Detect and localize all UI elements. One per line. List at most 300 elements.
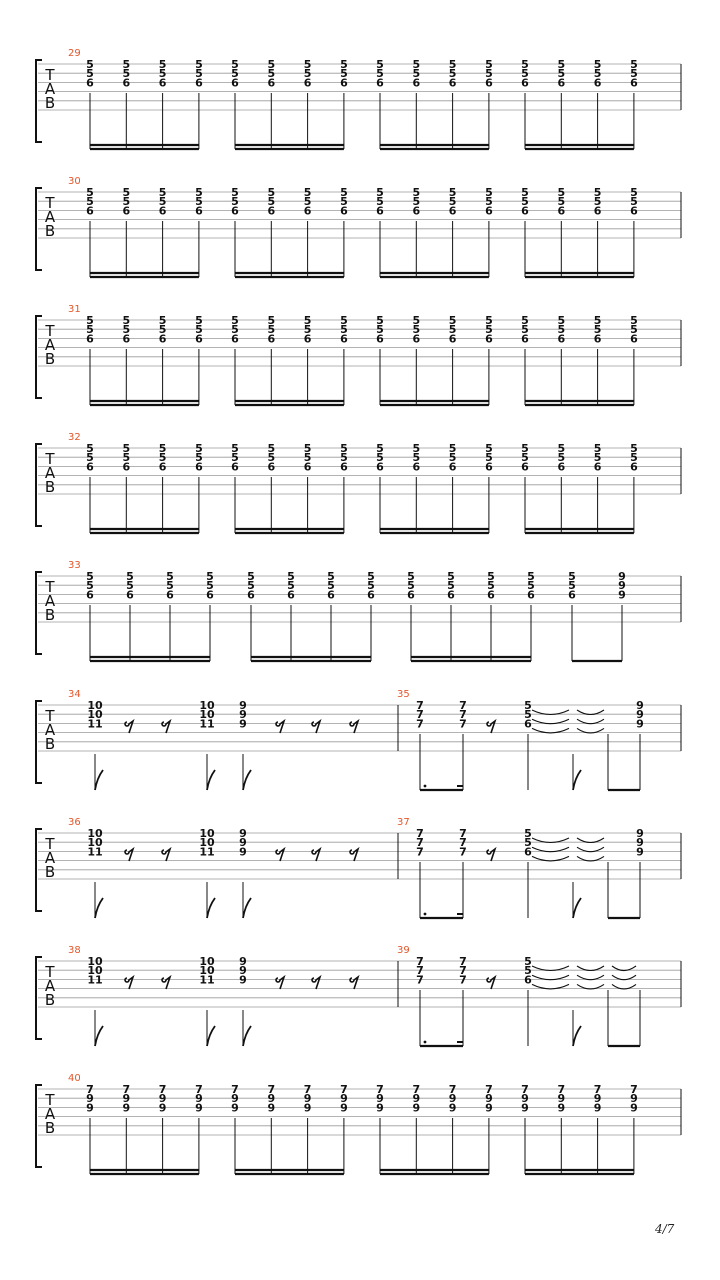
fret-number: 10 bbox=[199, 836, 215, 850]
tab-clef bbox=[44, 322, 55, 368]
fret-number: 5 bbox=[126, 579, 134, 593]
fret-number: 6 bbox=[524, 845, 532, 859]
fret-number: 6 bbox=[485, 460, 493, 474]
fret-number: 5 bbox=[524, 699, 532, 712]
fret-number: 9 bbox=[630, 1101, 638, 1115]
fret-number: 6 bbox=[231, 204, 239, 218]
fret-number: 10 bbox=[87, 699, 103, 712]
note-flag bbox=[573, 1026, 581, 1046]
fret-number: 5 bbox=[593, 186, 602, 199]
fret-number: 5 bbox=[521, 314, 529, 327]
fret-number: 5 bbox=[287, 570, 295, 583]
fret-number: 11 bbox=[199, 717, 215, 731]
fret-number: 6 bbox=[376, 332, 384, 346]
fret-number: 7 bbox=[459, 964, 467, 978]
fret-number: 5 bbox=[126, 570, 134, 583]
fret-number: 5 bbox=[122, 314, 131, 327]
fret-number: 5 bbox=[340, 442, 348, 455]
fret-number: 5 bbox=[630, 451, 638, 465]
fret-number: 9 bbox=[267, 1092, 276, 1106]
fret-number: 9 bbox=[376, 1092, 384, 1106]
fret-number: 7 bbox=[195, 1083, 203, 1096]
fret-number: 5 bbox=[122, 186, 131, 199]
fret-number: 5 bbox=[86, 58, 94, 71]
fret-number: 5 bbox=[412, 323, 421, 337]
fret-number: 5 bbox=[448, 323, 457, 337]
fret-number: 5 bbox=[630, 67, 638, 81]
fret-number: 5 bbox=[376, 451, 384, 465]
fret-number: 6 bbox=[568, 588, 576, 602]
fret-number: 9 bbox=[239, 973, 247, 987]
fret-number: 5 bbox=[630, 186, 638, 199]
fret-number: 9 bbox=[86, 1092, 94, 1106]
fret-number: 6 bbox=[303, 332, 312, 346]
fret-number: 6 bbox=[303, 204, 312, 218]
tab-clef bbox=[44, 66, 55, 112]
fret-number: 9 bbox=[267, 1101, 276, 1115]
fret-number: 6 bbox=[86, 204, 94, 218]
fret-number: 5 bbox=[247, 579, 255, 593]
tab-clef bbox=[44, 578, 55, 624]
fret-number: 5 bbox=[287, 579, 295, 593]
tab-clef-a: A bbox=[44, 849, 56, 867]
measure-number: 36 bbox=[68, 817, 81, 828]
fret-number: 6 bbox=[524, 717, 532, 731]
fret-number: 6 bbox=[166, 588, 174, 602]
eighth-rest bbox=[162, 849, 170, 861]
fret-number: 6 bbox=[557, 204, 566, 218]
fret-number: 6 bbox=[206, 588, 214, 602]
tab-system bbox=[36, 817, 681, 918]
fret-number: 5 bbox=[412, 451, 421, 465]
fret-number: 6 bbox=[485, 204, 493, 218]
fret-number: 5 bbox=[593, 451, 602, 465]
fret-number: 5 bbox=[557, 58, 566, 71]
fret-number: 6 bbox=[521, 460, 529, 474]
fret-number: 6 bbox=[448, 204, 457, 218]
fret-number: 11 bbox=[87, 717, 103, 731]
fret-number: 9 bbox=[618, 570, 626, 583]
fret-number: 5 bbox=[267, 58, 276, 71]
fret-number: 9 bbox=[340, 1101, 348, 1115]
fret-number: 6 bbox=[267, 76, 276, 90]
eighth-rest bbox=[125, 977, 133, 989]
tab-clef-b: B bbox=[44, 606, 56, 624]
eighth-rest bbox=[350, 977, 358, 989]
fret-number: 9 bbox=[412, 1101, 421, 1115]
fret-number: 9 bbox=[86, 1101, 94, 1115]
fret-number: 5 bbox=[86, 67, 94, 81]
fret-number: 5 bbox=[340, 186, 348, 199]
fret-number: 5 bbox=[485, 451, 493, 465]
tab-clef-b: B bbox=[44, 478, 56, 496]
fret-number: 5 bbox=[485, 58, 493, 71]
fret-number: 7 bbox=[521, 1083, 529, 1096]
fret-number: 6 bbox=[376, 204, 384, 218]
fret-number: 9 bbox=[557, 1101, 566, 1115]
tab-system bbox=[36, 304, 681, 405]
fret-number: 6 bbox=[521, 332, 529, 346]
fret-number: 6 bbox=[340, 460, 348, 474]
fret-number: 6 bbox=[231, 76, 239, 90]
fret-number: 6 bbox=[231, 332, 239, 346]
fret-number: 5 bbox=[630, 58, 638, 71]
fret-number: 5 bbox=[448, 314, 457, 327]
fret-number: 5 bbox=[593, 58, 602, 71]
measure-number: 38 bbox=[68, 945, 81, 956]
fret-number: 7 bbox=[593, 1083, 602, 1096]
fret-number: 7 bbox=[416, 836, 424, 850]
fret-number: 5 bbox=[86, 323, 94, 337]
fret-number: 5 bbox=[86, 195, 94, 209]
fret-number: 6 bbox=[593, 332, 602, 346]
fret-number: 9 bbox=[122, 1092, 131, 1106]
fret-number: 9 bbox=[448, 1092, 457, 1106]
note-flag bbox=[207, 770, 215, 790]
fret-number: 6 bbox=[86, 460, 94, 474]
fret-number: 9 bbox=[122, 1101, 131, 1115]
tab-clef-b: B bbox=[44, 222, 56, 240]
fret-number: 5 bbox=[86, 314, 94, 327]
fret-number: 5 bbox=[521, 323, 529, 337]
fret-number: 9 bbox=[593, 1092, 602, 1106]
fret-number: 5 bbox=[267, 451, 276, 465]
measure-number: 39 bbox=[397, 945, 410, 956]
fret-number: 6 bbox=[412, 76, 421, 90]
augmentation-dot bbox=[424, 785, 427, 788]
tab-clef-a: A bbox=[44, 977, 56, 995]
fret-number: 5 bbox=[340, 195, 348, 209]
fret-number: 5 bbox=[303, 195, 312, 209]
fret-number: 6 bbox=[376, 460, 384, 474]
tab-clef-a: A bbox=[44, 208, 56, 226]
fret-number: 5 bbox=[593, 314, 602, 327]
fret-number: 6 bbox=[86, 332, 94, 346]
fret-number: 9 bbox=[239, 955, 247, 968]
tab-clef-t: T bbox=[45, 450, 55, 468]
fret-number: 5 bbox=[412, 195, 421, 209]
note-flag bbox=[243, 770, 251, 790]
fret-number: 5 bbox=[195, 67, 203, 81]
fret-number: 6 bbox=[126, 588, 134, 602]
fret-number: 6 bbox=[557, 76, 566, 90]
tab-system bbox=[36, 48, 681, 149]
fret-number: 5 bbox=[86, 451, 94, 465]
fret-number: 5 bbox=[247, 570, 255, 583]
fret-number: 7 bbox=[412, 1083, 421, 1096]
fret-number: 9 bbox=[593, 1101, 602, 1115]
fret-number: 5 bbox=[231, 323, 239, 337]
fret-number: 5 bbox=[485, 323, 493, 337]
fret-number: 5 bbox=[122, 195, 131, 209]
fret-number: 5 bbox=[557, 195, 566, 209]
fret-number: 5 bbox=[303, 314, 312, 327]
fret-number: 6 bbox=[122, 332, 131, 346]
fret-number: 6 bbox=[407, 588, 415, 602]
fret-number: 7 bbox=[459, 845, 467, 859]
fret-number: 5 bbox=[485, 195, 493, 209]
fret-number: 5 bbox=[166, 570, 174, 583]
fret-number: 5 bbox=[521, 186, 529, 199]
fret-number: 9 bbox=[618, 579, 626, 593]
eighth-rest bbox=[487, 977, 495, 989]
fret-number: 6 bbox=[412, 460, 421, 474]
fret-number: 6 bbox=[86, 588, 94, 602]
fret-number: 5 bbox=[521, 451, 529, 465]
fret-number: 6 bbox=[158, 332, 167, 346]
fret-number: 5 bbox=[412, 442, 421, 455]
fret-number: 5 bbox=[521, 442, 529, 455]
fret-number: 5 bbox=[485, 67, 493, 81]
fret-number: 7 bbox=[557, 1083, 566, 1096]
fret-number: 5 bbox=[158, 451, 167, 465]
fret-number: 5 bbox=[527, 579, 535, 593]
fret-number: 5 bbox=[267, 186, 276, 199]
fret-number: 5 bbox=[158, 58, 167, 71]
fret-number: 5 bbox=[524, 708, 532, 722]
fret-number: 6 bbox=[340, 332, 348, 346]
fret-number: 6 bbox=[303, 76, 312, 90]
fret-number: 5 bbox=[412, 67, 421, 81]
fret-number: 5 bbox=[447, 570, 455, 583]
fret-number: 5 bbox=[195, 451, 203, 465]
fret-number: 5 bbox=[376, 186, 384, 199]
fret-number: 10 bbox=[199, 708, 215, 722]
fret-number: 6 bbox=[287, 588, 295, 602]
fret-number: 5 bbox=[376, 195, 384, 209]
fret-number: 5 bbox=[448, 195, 457, 209]
fret-number: 6 bbox=[521, 204, 529, 218]
fret-number: 10 bbox=[87, 708, 103, 722]
fret-number: 6 bbox=[158, 204, 167, 218]
fret-number: 9 bbox=[231, 1101, 239, 1115]
note-flag bbox=[243, 1026, 251, 1046]
fret-number: 5 bbox=[86, 579, 94, 593]
fret-number: 6 bbox=[557, 460, 566, 474]
fret-number: 5 bbox=[340, 451, 348, 465]
fret-number: 6 bbox=[247, 588, 255, 602]
fret-number: 5 bbox=[231, 314, 239, 327]
fret-number: 5 bbox=[303, 67, 312, 81]
fret-number: 5 bbox=[524, 955, 532, 968]
tab-clef-a: A bbox=[44, 336, 56, 354]
fret-number: 9 bbox=[636, 717, 644, 731]
fret-number: 9 bbox=[636, 827, 644, 840]
eighth-rest bbox=[162, 721, 170, 733]
fret-number: 6 bbox=[267, 460, 276, 474]
fret-number: 5 bbox=[448, 67, 457, 81]
tab-clef-t: T bbox=[45, 835, 55, 853]
fret-number: 5 bbox=[447, 579, 455, 593]
tab-system bbox=[36, 945, 681, 1046]
fret-number: 6 bbox=[593, 204, 602, 218]
measure-number: 32 bbox=[68, 432, 81, 443]
fret-number: 5 bbox=[367, 579, 375, 593]
fret-number: 5 bbox=[158, 442, 167, 455]
note-flag bbox=[207, 898, 215, 918]
fret-number: 5 bbox=[487, 570, 495, 583]
fret-number: 5 bbox=[485, 314, 493, 327]
fret-number: 6 bbox=[593, 76, 602, 90]
fret-number: 5 bbox=[195, 314, 203, 327]
fret-number: 7 bbox=[158, 1083, 167, 1096]
tab-clef bbox=[44, 194, 55, 240]
measure-number: 33 bbox=[68, 560, 81, 571]
measure-number: 40 bbox=[68, 1073, 81, 1084]
fret-number: 6 bbox=[367, 588, 375, 602]
fret-number: 5 bbox=[485, 186, 493, 199]
fret-number: 5 bbox=[557, 67, 566, 81]
fret-number: 5 bbox=[231, 67, 239, 81]
fret-number: 5 bbox=[630, 442, 638, 455]
fret-number: 9 bbox=[485, 1101, 493, 1115]
fret-number: 7 bbox=[416, 699, 424, 712]
tab-clef-b: B bbox=[44, 991, 56, 1009]
fret-number: 5 bbox=[327, 579, 335, 593]
fret-number: 5 bbox=[407, 570, 415, 583]
fret-number: 9 bbox=[239, 708, 247, 722]
fret-number: 7 bbox=[86, 1083, 94, 1096]
fret-number: 9 bbox=[412, 1092, 421, 1106]
fret-number: 7 bbox=[459, 973, 467, 987]
fret-number: 5 bbox=[557, 442, 566, 455]
fret-number: 6 bbox=[524, 973, 532, 987]
fret-number: 5 bbox=[86, 570, 94, 583]
fret-number: 9 bbox=[158, 1101, 167, 1115]
fret-number: 9 bbox=[239, 836, 247, 850]
fret-number: 5 bbox=[630, 195, 638, 209]
fret-number: 5 bbox=[158, 323, 167, 337]
fret-number: 5 bbox=[122, 323, 131, 337]
fret-number: 5 bbox=[593, 195, 602, 209]
fret-number: 9 bbox=[557, 1092, 566, 1106]
tab-system bbox=[36, 176, 681, 277]
fret-number: 6 bbox=[376, 76, 384, 90]
fret-number: 5 bbox=[303, 58, 312, 71]
eighth-rest bbox=[350, 721, 358, 733]
tab-clef-t: T bbox=[45, 322, 55, 340]
tab-clef-a: A bbox=[44, 464, 56, 482]
fret-number: 5 bbox=[448, 451, 457, 465]
fret-number: 9 bbox=[195, 1092, 203, 1106]
fret-number: 5 bbox=[524, 827, 532, 840]
fret-number: 9 bbox=[521, 1101, 529, 1115]
tab-clef-b: B bbox=[44, 735, 56, 753]
fret-number: 9 bbox=[303, 1092, 312, 1106]
fret-number: 5 bbox=[487, 579, 495, 593]
fret-number: 11 bbox=[199, 845, 215, 859]
eighth-rest bbox=[162, 977, 170, 989]
note-flag bbox=[207, 1026, 215, 1046]
tab-clef-b: B bbox=[44, 350, 56, 368]
fret-number: 5 bbox=[195, 186, 203, 199]
tab-clef bbox=[44, 835, 55, 881]
fret-number: 9 bbox=[231, 1092, 239, 1106]
fret-number: 6 bbox=[630, 76, 638, 90]
eighth-rest bbox=[276, 977, 284, 989]
fret-number: 5 bbox=[527, 570, 535, 583]
fret-number: 9 bbox=[376, 1101, 384, 1115]
fret-number: 7 bbox=[416, 964, 424, 978]
fret-number: 5 bbox=[340, 314, 348, 327]
fret-number: 5 bbox=[166, 579, 174, 593]
tab-clef-b: B bbox=[44, 1119, 56, 1137]
fret-number: 6 bbox=[557, 332, 566, 346]
fret-number: 5 bbox=[195, 58, 203, 71]
fret-number: 5 bbox=[485, 442, 493, 455]
fret-number: 7 bbox=[416, 845, 424, 859]
tab-clef-t: T bbox=[45, 963, 55, 981]
tab-clef-b: B bbox=[44, 94, 56, 112]
fret-number: 5 bbox=[303, 186, 312, 199]
fret-number: 9 bbox=[630, 1092, 638, 1106]
tab-clef-t: T bbox=[45, 707, 55, 725]
fret-number: 6 bbox=[340, 204, 348, 218]
tab-clef-t: T bbox=[45, 578, 55, 596]
fret-number: 9 bbox=[239, 964, 247, 978]
fret-number: 5 bbox=[340, 323, 348, 337]
note-flag bbox=[573, 898, 581, 918]
fret-number: 5 bbox=[267, 442, 276, 455]
fret-number: 6 bbox=[448, 460, 457, 474]
fret-number: 5 bbox=[593, 442, 602, 455]
fret-number: 5 bbox=[340, 67, 348, 81]
fret-number: 7 bbox=[416, 973, 424, 987]
fret-number: 7 bbox=[459, 955, 467, 968]
fret-number: 6 bbox=[267, 204, 276, 218]
fret-number: 5 bbox=[521, 195, 529, 209]
fret-number: 5 bbox=[593, 67, 602, 81]
eighth-rest bbox=[487, 849, 495, 861]
fret-number: 9 bbox=[158, 1092, 167, 1106]
fret-number: 9 bbox=[485, 1092, 493, 1106]
fret-number: 5 bbox=[376, 323, 384, 337]
fret-number: 5 bbox=[158, 67, 167, 81]
fret-number: 10 bbox=[199, 964, 215, 978]
fret-number: 5 bbox=[630, 314, 638, 327]
fret-number: 5 bbox=[630, 323, 638, 337]
tab-clef bbox=[44, 450, 55, 496]
fret-number: 6 bbox=[485, 332, 493, 346]
fret-number: 5 bbox=[521, 58, 529, 71]
note-flag bbox=[95, 770, 103, 790]
fret-number: 7 bbox=[416, 955, 424, 968]
eighth-rest bbox=[312, 721, 320, 733]
tab-system bbox=[36, 560, 681, 661]
fret-number: 6 bbox=[527, 588, 535, 602]
measure-number: 29 bbox=[68, 48, 81, 59]
fret-number: 5 bbox=[327, 570, 335, 583]
tab-clef-a: A bbox=[44, 592, 56, 610]
tab-clef-t: T bbox=[45, 1091, 55, 1109]
fret-number: 6 bbox=[593, 460, 602, 474]
fret-number: 5 bbox=[195, 442, 203, 455]
fret-number: 6 bbox=[327, 588, 335, 602]
fret-number: 5 bbox=[376, 67, 384, 81]
fret-number: 5 bbox=[521, 67, 529, 81]
fret-number: 9 bbox=[239, 717, 247, 731]
fret-number: 9 bbox=[239, 827, 247, 840]
fret-number: 9 bbox=[636, 836, 644, 850]
fret-number: 7 bbox=[459, 717, 467, 731]
fret-number: 5 bbox=[122, 67, 131, 81]
fret-number: 7 bbox=[416, 717, 424, 731]
fret-number: 5 bbox=[412, 58, 421, 71]
fret-number: 5 bbox=[557, 451, 566, 465]
fret-number: 6 bbox=[122, 460, 131, 474]
fret-number: 11 bbox=[199, 973, 215, 987]
eighth-rest bbox=[312, 849, 320, 861]
